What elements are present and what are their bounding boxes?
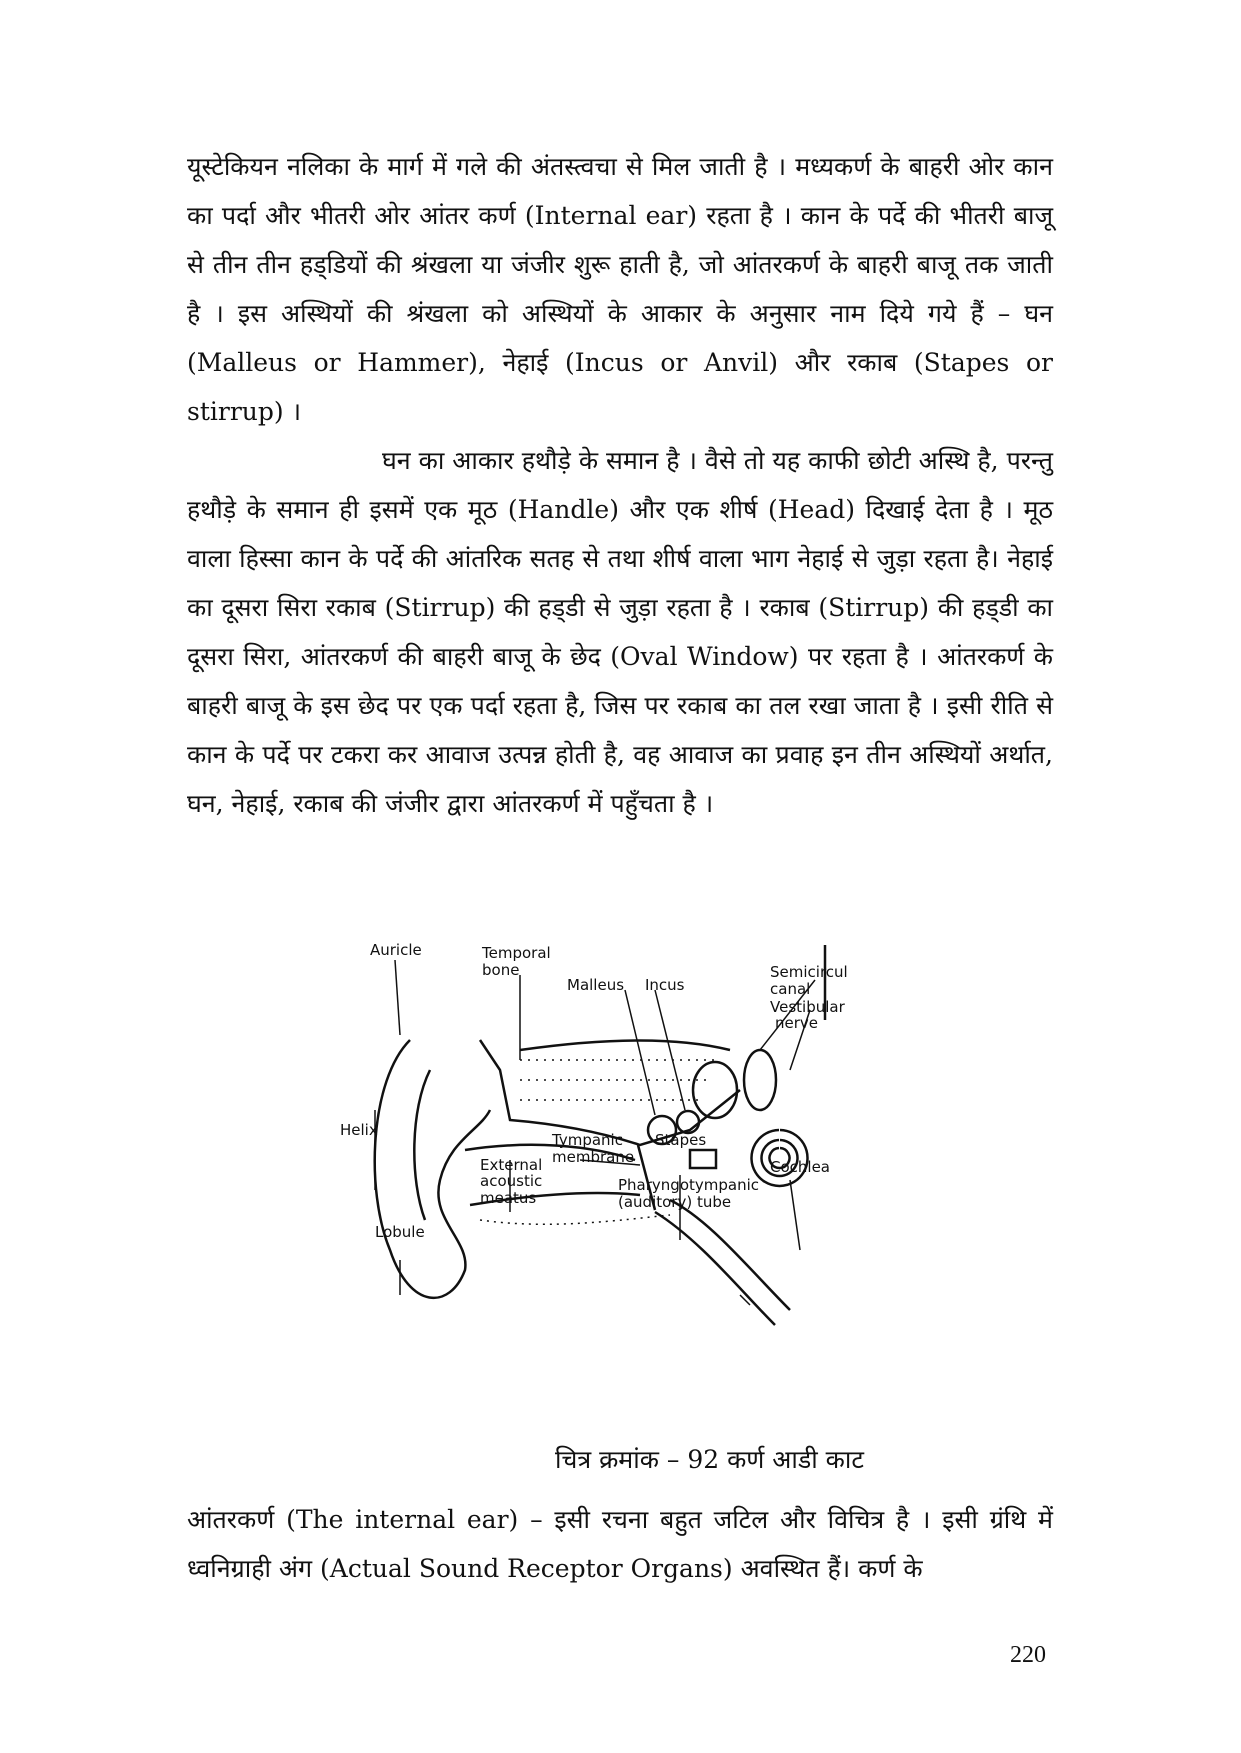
auricle-shape [375, 1040, 490, 1298]
temporal-bone-outline [480, 1040, 740, 1145]
semicircular-canal-2 [744, 1050, 776, 1110]
label-meatus: meatus [480, 1189, 537, 1207]
label-nerve: nerve [775, 1014, 819, 1032]
helix-fold [414, 1070, 430, 1220]
label-auricle: Auricle [370, 941, 422, 959]
paragraph-internal-ear: आंतरकर्ण (The internal ear) – इसी रचना बहुत जटिल और विचित्र है । इसी ग्रंथि में ध्वनिग्राही अंग (Actual Sound Receptor Organs) अवस्थित हैं। कर्ण के [187, 1505, 1053, 1583]
bone-texture [520, 1060, 720, 1100]
label-pharyngotympanic: Pharyngotympanic [618, 1176, 759, 1194]
page-number: 220 [1010, 1642, 1046, 1668]
label-membrane: membrane [552, 1148, 635, 1166]
label-incus: Incus [645, 976, 685, 994]
label-external: External [480, 1156, 543, 1174]
label-temporal: Temporal [482, 944, 551, 962]
ear-cross-section-figure [340, 941, 930, 1400]
label-malleus: Malleus [567, 976, 625, 994]
label-semicircular: Semicircul [770, 963, 848, 981]
auditory-tube-lower [655, 1212, 775, 1325]
label-canal: canal [770, 980, 811, 998]
label-vestibular: Vestibular [770, 998, 845, 1016]
label-stapes: Stapes [655, 1131, 707, 1149]
label-helix: Helix [340, 1121, 378, 1139]
label-tympanic: Tympanic [552, 1131, 623, 1149]
paragraph-malleus-description: घन का आकार हथौड़े के समान है । वैसे तो यह काफी छोटी अस्थि है, परन्तु हथौड़े के समान ही इसमें एक मूठ (Handle) और एक शीर्ष (Head) दिखाई देता है । मूठ वाला हिस्सा कान के पर्दे की आंतरिक सतह से तथा शीर्ष वाला भाग नेहाई से जुड़ा रहता है। नेहाई का दूसरा सिरा रकाब (Stirrup) की हड्‌डी से जुड़ा रहता है । रकाब (Stirrup) की हड्‌डी का दूसरा सिरा, आंतरकर्ण की बाहरी बाजू के छेद (Oval Window) पर रहता है । आंतरकर्ण के बाहरी बाजू के इस छेद पर एक पर्दा रहता है, जिस पर रकाब का तल रखा जाता है । इसी रीति से कान के पर्दे पर टकरा कर आवाज उत्पन्न होती है, वह आवाज का प्रवाह इन तीन अस्थियों अर्थात, घन, नेहाई, रकाब की जंजीर द्वारा आंतरकर्ण में पहुँचता है । [187, 446, 1053, 818]
temporal-bone-top [520, 1041, 730, 1050]
label-acoustic: acoustic [480, 1172, 543, 1190]
paragraph-ossicles-intro: यूस्टेकियन नलिका के मार्ग में गले की अंतस्त्वचा से मिल जाती है । मध्यकर्ण के बाहरी ओर कान का पर्दा और भीतरी ओर आंतर कर्ण (Internal ear) रहता है । कान के पर्दे की भीतरी बाजू से तीन तीन हड्‌डियों की श्रंखला या जंजीर शुरू हाती है, जो आंतरकर्ण के बाहरी बाजू तक जाती है । इस अस्थियों की श्रंखला को अस्थियों के आकार के अनुसार नाम दिये गये हैं – घन (Malleus or Hammer), नेहाई (Incus or Anvil) और रकाब (Stapes or stirrup) । [187, 152, 1054, 426]
label-lobule: Lobule [375, 1223, 425, 1241]
label-auditory-tube: (auditory) tube [618, 1193, 732, 1211]
canal-texture [480, 1215, 670, 1224]
stapes-shape [690, 1150, 716, 1168]
figure-caption: चित्र क्रमांक – 92 कर्ण आडी काट [555, 1445, 864, 1474]
label-cochlea: Cochlea [770, 1158, 830, 1176]
auditory-tube-upper [670, 1200, 790, 1310]
label-bone: bone [482, 961, 520, 979]
ear-diagram [340, 941, 930, 1400]
